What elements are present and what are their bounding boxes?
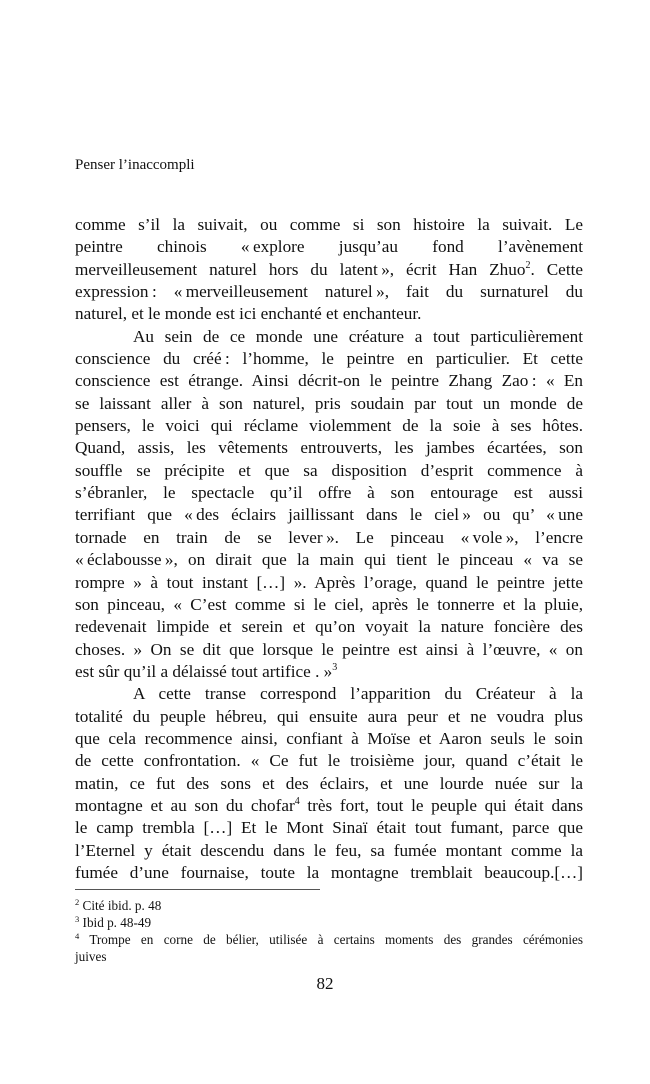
footnote-ref[interactable]: 4: [294, 795, 300, 807]
text-line: le camp trembla […] Et le Mont Sinaï était tout fumant, parce que: [75, 818, 583, 838]
text-line: Quand, assis, les vêtements entrouverts, les jambes écartées, son: [75, 438, 583, 458]
text-line: matin, ce fut des sons et des éclairs, et une lourde nuée sur la: [75, 773, 583, 793]
text-line: peintre chinois « explore jusqu’au fond l’avènement: [75, 237, 583, 257]
text-line: terrifiant que « des éclairs jaillissant dans le ciel » ou qu’ « une: [75, 505, 583, 525]
text-line: choses. » On se dit que lorsque le peintre est ainsi à l’œuvre, « on: [75, 639, 583, 659]
text-line: comme s’il la suivait, ou comme si son histoire la suivait. Le: [75, 215, 583, 234]
text-line: tornade en train de se lever ». Le pinceau « vole », l’encre: [75, 527, 583, 547]
text-line: conscience est étrange. Ainsi décrit-on le peintre Zhang Zao : « En: [75, 371, 583, 391]
page-number: 82: [316, 974, 334, 993]
text-line: s’ébranler, le spectacle qu’il offre à son entourage est aussi: [75, 483, 583, 503]
footnote-3: $^3$ Ibid p. 48-49: [75, 914, 152, 930]
text-line: rompre » à tout instant […] ». Après l’orage, quand le peintre jette: [75, 572, 583, 592]
text-line: totalité du peuple hébreu, qui ensuite aura peur et ne voudra plus: [75, 706, 583, 726]
text-line: pensers, le voici qui réclame violemment de la soie à ses hôtes.: [75, 416, 583, 436]
text-line: Au sein de ce monde une créature a tout particulièrement: [133, 326, 583, 346]
text-line: souffle se précipite et que sa disposition d’esprit commence à: [75, 460, 583, 480]
text-line: redevenait limpide et serein et qu’on voyait la nature foncière des: [75, 617, 583, 637]
text-line: merveilleusement naturel hors du latent », écrit Han Zhuo$^2$. Cette: [75, 259, 583, 279]
text-line: l’Eternel y était descendu dans le feu, sa fumée montant comme la: [75, 840, 583, 860]
footnotes: [75, 897, 583, 965]
text-line: expression : « merveilleusement naturel », fait du surnaturel du: [75, 282, 583, 302]
footnote-separator: [75, 889, 320, 890]
text-line: conscience du créé : l’homme, le peintre en particulier. Et cette: [75, 349, 583, 369]
body-text: [75, 214, 583, 884]
text-line: de cette confrontation. « Ce fut le troisième jour, quand c’était le: [75, 751, 583, 771]
text-line: naturel, et le monde est ici enchanté et enchanteur.: [75, 304, 422, 324]
text-line: se laissant aller à son naturel, pris soudain par tout un monde de: [75, 393, 583, 413]
running-header: Penser l’inaccompli: [75, 157, 195, 173]
footnote-4-continuation: juives: [75, 949, 107, 964]
text-line: « éclabousse », on dirait que la main qui tient le pinceau « va se: [75, 550, 583, 570]
footnote-4: $^4$ Trompe en corne de bélier, utilisée à certains moments des grandes cérémonies: [75, 931, 583, 947]
footnote-ref[interactable]: 3: [332, 661, 338, 673]
footnote-2: $^2$ Cité ibid. p. 48: [75, 897, 162, 913]
text-line: son pinceau, « C’est comme si le ciel, après le tonnerre et la pluie,: [75, 594, 583, 614]
text-line: montagne et au son du chofar$^4$ très fort, tout le peuple qui était dans: [75, 795, 584, 815]
text-line: fumée d’une fournaise, toute la montagne tremblait beaucoup.[…]: [75, 862, 583, 882]
footnote-ref[interactable]: 2: [525, 259, 531, 271]
text-line: est sûr qu’il a délaissé tout artifice . »$^3$: [75, 661, 338, 681]
text-line: que cela recommence ainsi, confiant à Moïse et Aaron seuls le soin: [75, 728, 583, 748]
text-line: A cette transe correspond l’apparition du Créateur à la: [133, 684, 583, 704]
